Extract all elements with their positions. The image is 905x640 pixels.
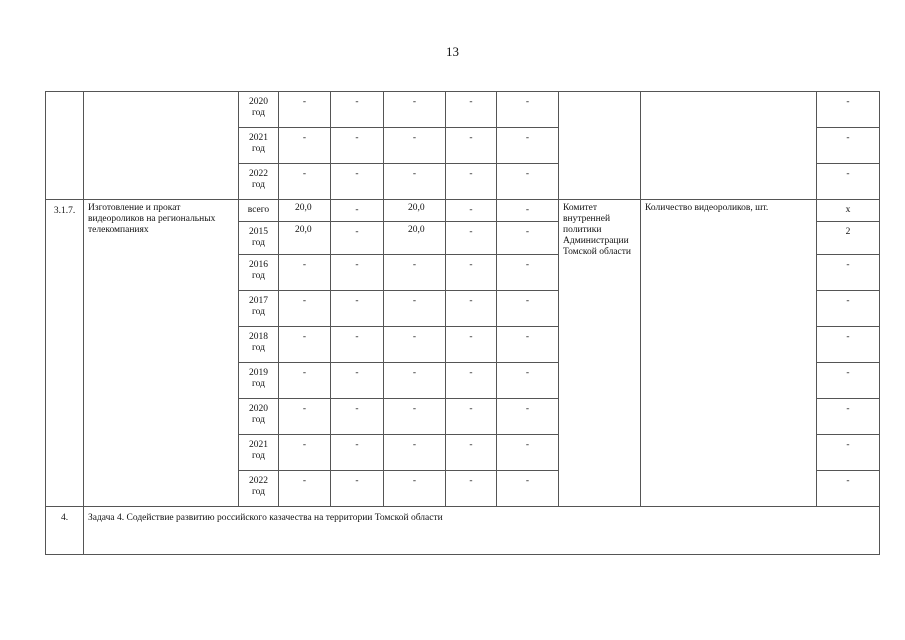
value-cell: -	[331, 435, 384, 471]
value-cell: -	[446, 363, 497, 399]
value-cell: -	[497, 471, 559, 507]
item-number: 3.1.7.	[46, 200, 84, 507]
empty-cell	[46, 92, 84, 200]
value-cell: 20,0	[279, 222, 331, 255]
value-cell: -	[279, 471, 331, 507]
table-row	[46, 92, 880, 128]
value-cell: -	[497, 363, 559, 399]
value-cell: -	[497, 255, 559, 291]
value-cell: -	[497, 222, 559, 255]
value-cell: -	[497, 291, 559, 327]
value-cell: -	[817, 435, 880, 471]
task-text: Задача 4. Содействие развитию российского казачества на территории Томской области	[84, 507, 880, 555]
value-cell: -	[446, 200, 497, 222]
value-cell: -	[279, 363, 331, 399]
value-cell: -	[446, 435, 497, 471]
value-cell: -	[817, 92, 880, 128]
value-cell: -	[331, 291, 384, 327]
value-cell: -	[384, 471, 446, 507]
year-cell: 2019 год	[239, 363, 279, 399]
indicator-cell: Количество видеороликов, шт.	[641, 200, 817, 507]
year-cell: 2020 год	[239, 92, 279, 128]
value-cell: -	[497, 128, 559, 164]
year-cell: 2022 год	[239, 164, 279, 200]
total-label: всего	[239, 200, 279, 222]
value-cell: -	[497, 399, 559, 435]
year-cell: 2021 год	[239, 435, 279, 471]
value-cell: -	[331, 92, 384, 128]
budget-table	[45, 91, 880, 555]
value-cell: -	[279, 399, 331, 435]
value-cell: 20,0	[384, 200, 446, 222]
value-cell: -	[331, 200, 384, 222]
value-cell: -	[331, 128, 384, 164]
value-cell: -	[446, 291, 497, 327]
year-cell: 2020 год	[239, 399, 279, 435]
value-cell: -	[817, 164, 880, 200]
value-cell: -	[446, 92, 497, 128]
year-cell: 2021 год	[239, 128, 279, 164]
value-cell: -	[817, 128, 880, 164]
value-cell: -	[331, 222, 384, 255]
value-cell: -	[446, 255, 497, 291]
value-cell: -	[279, 128, 331, 164]
value-cell: -	[497, 164, 559, 200]
value-cell: -	[817, 327, 880, 363]
value-cell: -	[446, 327, 497, 363]
value-cell: -	[446, 399, 497, 435]
value-cell: -	[331, 327, 384, 363]
task-number: 4.	[46, 507, 84, 555]
value-cell: -	[331, 399, 384, 435]
value-cell: -	[279, 435, 331, 471]
value-cell: -	[384, 164, 446, 200]
value-cell: -	[384, 291, 446, 327]
value-cell: -	[384, 255, 446, 291]
item-title: Изготовление и прокат видеороликов на региональных телекомпаниях	[84, 200, 239, 507]
value-cell: -	[279, 291, 331, 327]
year-cell: 2022 год	[239, 471, 279, 507]
year-cell: 2017 год	[239, 291, 279, 327]
executor-cell: Комитет внутренней политики Администрации Томской области	[559, 200, 641, 507]
value-cell: -	[817, 255, 880, 291]
value-cell: -	[817, 363, 880, 399]
year-cell: 2018 год	[239, 327, 279, 363]
value-cell: -	[331, 363, 384, 399]
value-cell: -	[331, 255, 384, 291]
page-number: 13	[446, 44, 459, 59]
empty-cell	[559, 92, 641, 200]
value-cell: -	[446, 164, 497, 200]
value-cell: -	[446, 128, 497, 164]
value-cell: -	[446, 471, 497, 507]
value-cell: -	[384, 363, 446, 399]
value-cell: -	[384, 435, 446, 471]
value-cell: -	[384, 327, 446, 363]
value-cell: 20,0	[279, 200, 331, 222]
value-cell: -	[384, 128, 446, 164]
value-cell: -	[384, 92, 446, 128]
value-cell: -	[497, 200, 559, 222]
value-cell: -	[446, 222, 497, 255]
value-cell: -	[497, 327, 559, 363]
value-cell: 20,0	[384, 222, 446, 255]
table-row	[46, 200, 880, 222]
value-cell: -	[279, 164, 331, 200]
year-cell: 2016 год	[239, 255, 279, 291]
value-cell: -	[384, 399, 446, 435]
value-cell: -	[279, 255, 331, 291]
year-cell: 2015 год	[239, 222, 279, 255]
value-cell: х	[817, 200, 880, 222]
value-cell: -	[279, 327, 331, 363]
value-cell: 2	[817, 222, 880, 255]
empty-cell	[641, 92, 817, 200]
value-cell: -	[817, 291, 880, 327]
value-cell: -	[279, 92, 331, 128]
value-cell: -	[331, 471, 384, 507]
value-cell: -	[817, 399, 880, 435]
value-cell: -	[497, 435, 559, 471]
value-cell: -	[331, 164, 384, 200]
value-cell: -	[817, 471, 880, 507]
task-row	[46, 507, 880, 555]
value-cell: -	[497, 92, 559, 128]
empty-cell	[84, 92, 239, 200]
